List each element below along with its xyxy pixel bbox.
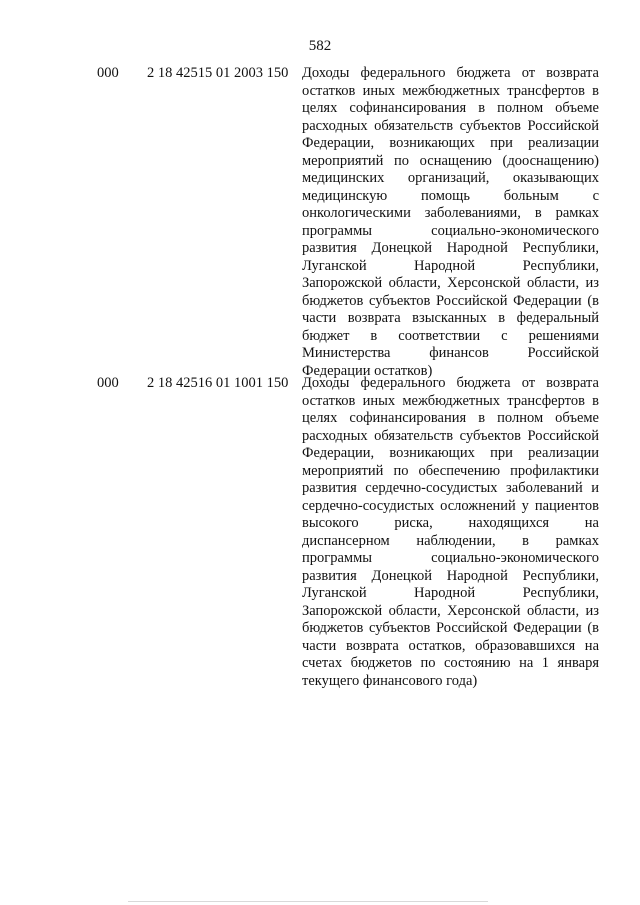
description-line: Луганской Народной Республики, — [302, 257, 599, 274]
description-line: онкологическими заболеваниями, в рамках — [302, 205, 599, 221]
description-line: расходных обязательств субъектов Российской — [302, 117, 599, 134]
description-line: Луганской Народной Республики, — [302, 585, 599, 601]
description-line: целях софинансирования в полном объеме — [302, 410, 599, 426]
description-line: мероприятий по оснащению (дооснащению) — [302, 152, 599, 169]
kbk-code: 2 18 42516 01 1001 150 — [147, 375, 289, 391]
description-line: бюджет в соответствии с решениями — [302, 327, 599, 344]
scan-edge-divider — [128, 901, 488, 902]
description-line: бюджетов субъектов Российской Федерации (в — [302, 620, 599, 636]
description-line: программы социально-экономического — [302, 222, 599, 239]
page-number: 582 — [308, 38, 332, 54]
description-line: Запорожской области, Херсонской области, из — [302, 602, 599, 619]
description-line: бюджетов субъектов Российской Федерации (в — [302, 292, 599, 309]
description-line: сердечно-сосудистых осложнений у пациентов — [302, 497, 599, 514]
admin-code: 000 — [97, 375, 119, 391]
description-line: развития Донецкой Народной Республики, — [302, 567, 599, 584]
description-line: текущего финансового года) — [302, 672, 478, 689]
description-line: Доходы федерального бюджета от возврата — [302, 65, 599, 81]
description-line: счетах бюджетов по состоянию на 1 января — [302, 655, 599, 671]
description-line: медицинских организаций, оказывающих — [302, 170, 599, 186]
description-line: диспансерном наблюдении, в рамках — [302, 532, 599, 549]
description-line: Доходы федерального бюджета от возврата — [302, 375, 599, 391]
description-line: Федерации, возникающих при реализации — [302, 445, 599, 461]
description-line: части возврата взысканных в федеральный — [302, 310, 599, 326]
admin-code: 000 — [97, 65, 119, 81]
description-line: Министерства финансов Российской — [302, 345, 599, 361]
description-line: медицинскую помощь больным с — [302, 187, 599, 204]
income-description — [302, 375, 599, 690]
description-line: целях софинансирования в полном объеме — [302, 100, 599, 116]
kbk-code: 2 18 42515 01 2003 150 — [147, 65, 289, 81]
description-line: расходных обязательств субъектов Российской — [302, 427, 599, 444]
description-line: развития Донецкой Народной Республики, — [302, 240, 599, 256]
description-line: мероприятий по обеспечению профилактики — [302, 462, 599, 479]
description-line: высокого риска, находящихся на — [302, 515, 599, 531]
description-line: Запорожской области, Херсонской области, из — [302, 275, 599, 291]
description-line: остатков иных межбюджетных трансфертов в — [302, 82, 599, 99]
income-description — [302, 65, 599, 380]
description-line: остатков иных межбюджетных трансфертов в — [302, 392, 599, 409]
description-line: программы социально-экономического — [302, 550, 599, 566]
description-line: развития сердечно-сосудистых заболеваний и — [302, 480, 599, 496]
description-line: Федерации остатков) — [302, 362, 433, 379]
description-line: Федерации, возникающих при реализации — [302, 135, 599, 151]
description-line: части возврата остатков, образовавшихся на — [302, 637, 599, 654]
